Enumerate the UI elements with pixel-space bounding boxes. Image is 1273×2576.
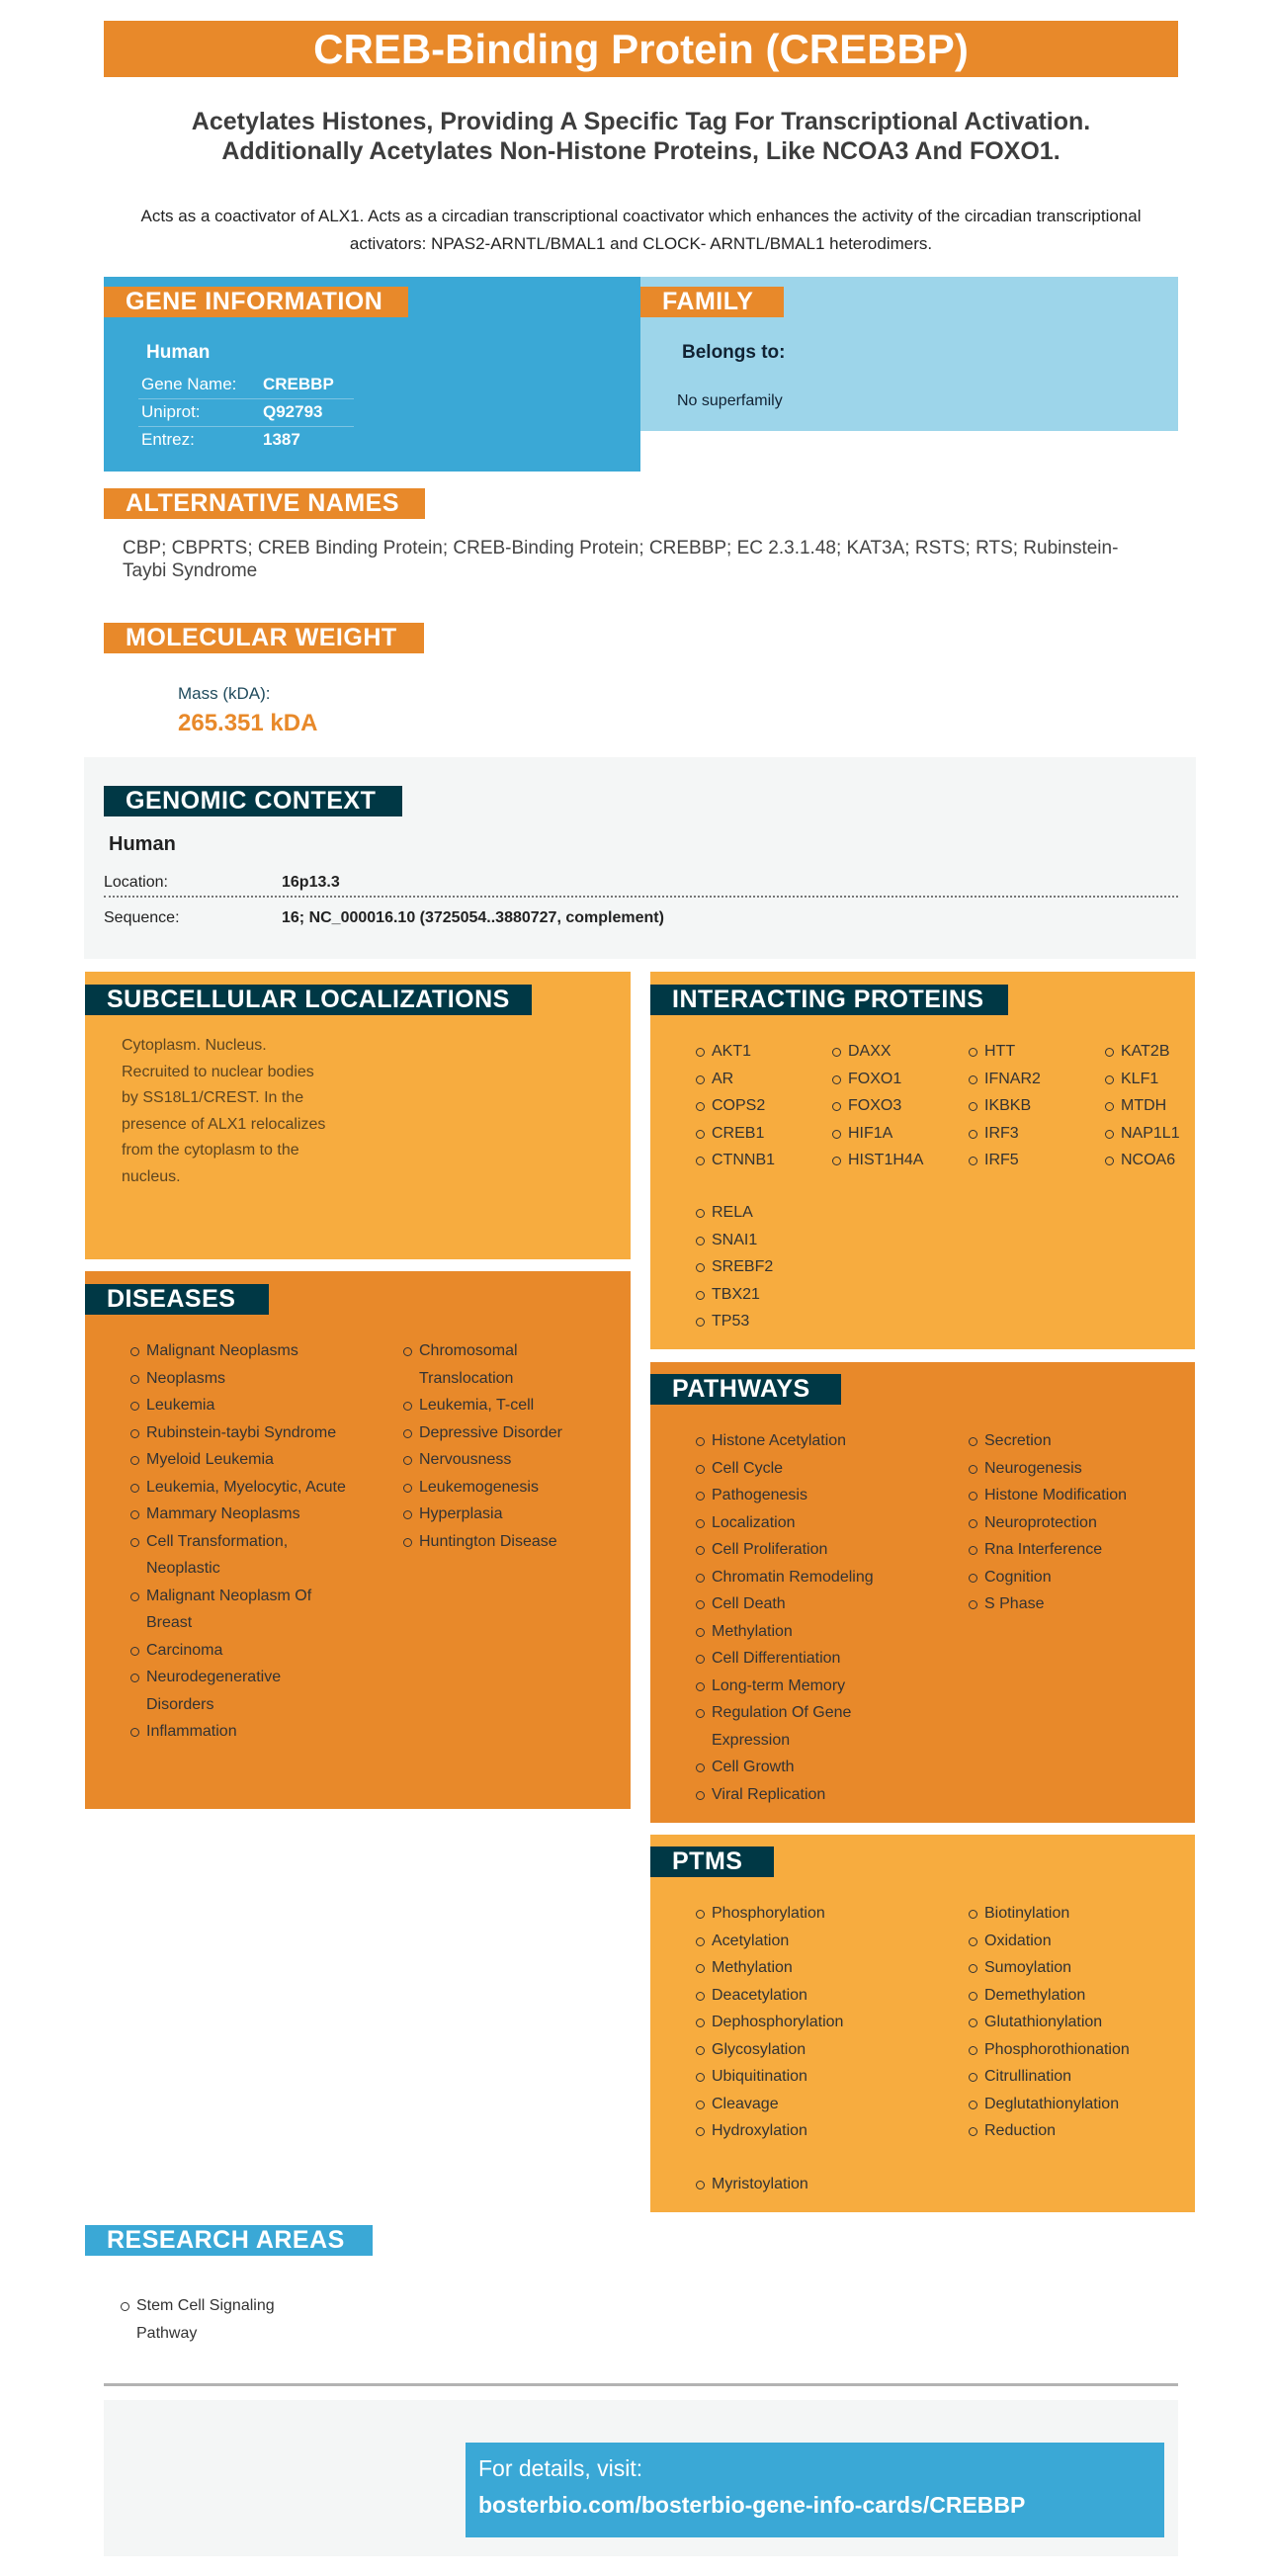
ptms-col3 [694,2171,931,2198]
list-item: NCOA6 [1103,1147,1195,1174]
list-item: FOXO3 [830,1092,964,1120]
list-item: IRF3 [967,1120,1100,1148]
list-item: FOXO1 [830,1066,964,1093]
list-item: Hyperplasia [401,1501,609,1528]
list-item: Huntington Disease [401,1528,609,1556]
list-item: Chromatin Remodeling [694,1564,921,1591]
list-item: SREBF2 [694,1253,827,1281]
list-item: Long-term Memory [694,1673,921,1700]
list-item: Biotinylation [967,1900,1189,1928]
page-title: CREB-Binding Protein (CREBBP) [104,21,1178,77]
details-url[interactable]: bosterbio.com/bosterbio-gene-info-cards/CREBBP [478,2492,1026,2518]
page-subtitle [104,107,1178,166]
footer-divider [104,2383,1178,2386]
list-item: IRF5 [967,1147,1100,1174]
subtitle-line-2: Additionally Acetylates Non-Histone Proteins, Like NCOA3 And FOXO1. [221,137,1061,165]
genomic-context-heading: GENOMIC CONTEXT [104,786,402,816]
interacting-proteins-col5 [694,1199,827,1335]
list-item: Glycosylation [694,2036,931,2064]
list-item: Nervousness [401,1446,609,1474]
ptms-col2 [967,1900,1189,2145]
list-item: Sumoylation [967,1954,1189,1982]
pathways-heading: PATHWAYS [650,1374,841,1405]
pathways-col1 [694,1427,921,1808]
mass-label: Mass (kDA): [178,684,271,703]
list-item: Cell Death [694,1590,921,1618]
location-row [104,868,1178,898]
genomic-species: Human [109,833,176,855]
ptms-heading: PTMS [650,1846,774,1877]
subtitle-line-1: Acetylates Histones, Providing A Specific Tag For Transcriptional Activation. [191,108,1091,135]
list-item: Ubiquitination [694,2063,931,2091]
list-item: Cell Differentiation [694,1645,921,1673]
list-item: Neurodegenerative Disorders [128,1664,346,1718]
research-areas-list [119,2292,316,2347]
research-areas-heading: RESEARCH AREAS [85,2225,373,2256]
list-item: Cell Growth [694,1754,921,1781]
list-item: IKBKB [967,1092,1100,1120]
details-link[interactable] [466,2443,1164,2537]
location-label: Location: [104,874,168,891]
interacting-proteins-col4 [1103,1038,1195,1174]
list-item: Neurogenesis [967,1455,1184,1483]
list-item: Leukemia [128,1392,346,1419]
list-item: CREB1 [694,1120,827,1148]
list-item: Depressive Disorder [401,1419,609,1447]
alternative-names-text: CBP; CBPRTS; CREB Binding Protein; CREB-Binding Protein; CREBBP; EC 2.3.1.48; KAT3A; RSTS; RTS; Rubinstein-Taybi Syndrome [123,538,1119,581]
list-item: Demethylation [967,1982,1189,2010]
alternative-names-heading: ALTERNATIVE NAMES [104,488,425,519]
list-item: HIF1A [830,1120,964,1148]
gene-info-key: Entrez: [141,430,195,449]
list-item: Cognition [967,1564,1184,1591]
gene-info-row [138,372,354,399]
list-item: Rna Interference [967,1536,1184,1564]
list-item: Malignant Neoplasm Of Breast [128,1583,346,1637]
gene-info-key: Gene Name: [141,375,237,393]
list-item: Cell Proliferation [694,1536,921,1564]
list-item: Viral Replication [694,1781,921,1809]
list-item: Leukemia, Myelocytic, Acute [128,1474,346,1502]
list-item: SNAI1 [694,1227,827,1254]
gene-info-row [138,399,354,427]
gene-species: Human [146,342,211,363]
list-item: TP53 [694,1308,827,1335]
list-item: Inflammation [128,1718,346,1746]
list-item: S Phase [967,1590,1184,1618]
list-item: Myristoylation [694,2171,931,2198]
list-item: Neoplasms [128,1365,346,1393]
list-item: KAT2B [1103,1038,1195,1066]
diseases-heading: DISEASES [85,1284,269,1315]
list-item: RELA [694,1199,827,1227]
list-item: Phosphorylation [694,1900,931,1928]
details-label: For details, visit: [478,2455,643,2481]
gene-info-value: Q92793 [263,402,323,421]
function-summary: Acts as a coactivator of ALX1. Acts as a circadian transcriptional coactivator which enhances the activity of the circadian transcriptional activators: NPAS2-ARNTL/BMAL1 and CLOCK- ARNTL/BMAL1 heterodimers. [140,207,1142,253]
list-item: TBX21 [694,1281,827,1309]
list-item: Pathogenesis [694,1482,921,1509]
list-item: Neuroprotection [967,1509,1184,1537]
interacting-proteins-heading: INTERACTING PROTEINS [650,985,1008,1015]
list-item: Citrullination [967,2063,1189,2091]
list-item: Malignant Neoplasms [128,1337,346,1365]
list-item: Dephosphorylation [694,2009,931,2036]
subcellular-heading: SUBCELLULAR LOCALIZATIONS [85,985,532,1015]
diseases-col1 [128,1337,346,1746]
list-item: Cell Cycle [694,1455,921,1483]
list-item: Leukemia, T-cell [401,1392,609,1419]
list-item: Deglutathionylation [967,2091,1189,2118]
list-item: Histone Modification [967,1482,1184,1509]
list-item: AKT1 [694,1038,827,1066]
list-item: Localization [694,1509,921,1537]
sequence-label: Sequence: [104,909,180,926]
list-item: Oxidation [967,1928,1189,1955]
list-item: Regulation Of Gene Expression [694,1699,921,1754]
diseases-col2 [401,1337,609,1555]
list-item: Mammary Neoplasms [128,1501,346,1528]
family-belongs-label: Belongs to: [682,342,786,363]
list-item: Leukemogenesis [401,1474,609,1502]
ptms-col1 [694,1900,931,2145]
list-item: IFNAR2 [967,1066,1100,1093]
list-item: KLF1 [1103,1066,1195,1093]
pathways-col2 [967,1427,1184,1618]
sequence-value: 16; NC_000016.10 (3725054..3880727, complement) [282,909,664,926]
gene-info-value: 1387 [263,430,300,449]
list-item: HTT [967,1038,1100,1066]
sequence-row [104,903,1178,933]
list-item: Secretion [967,1427,1184,1455]
subcellular-text: Cytoplasm. Nucleus. Recruited to nuclear bodies by SS18L1/CREST. In the presence of ALX1 relocalizes from the cytoplasm to the nucleus. [122,1037,326,1185]
list-item: Myeloid Leukemia [128,1446,346,1474]
list-item: Histone Acetylation [694,1427,921,1455]
location-value: 16p13.3 [282,874,340,891]
list-item: Glutathionylation [967,2009,1189,2036]
gene-info-row [138,427,354,455]
interacting-proteins-col1 [694,1038,827,1174]
list-item: HIST1H4A [830,1147,964,1174]
gene-info-value: CREBBP [263,375,334,393]
molecular-weight-heading: MOLECULAR WEIGHT [104,623,424,653]
family-value: No superfamily [677,392,783,409]
list-item: Carcinoma [128,1637,346,1665]
list-item: Cell Transformation, Neoplastic [128,1528,346,1583]
family-heading: FAMILY [640,287,784,317]
list-item: Cleavage [694,2091,931,2118]
list-item: AR [694,1066,827,1093]
list-item: Phosphorothionation [967,2036,1189,2064]
list-item: Methylation [694,1618,921,1646]
mass-value: 265.351 kDA [178,710,318,736]
list-item: Hydroxylation [694,2117,931,2145]
list-item: Stem Cell Signaling Pathway [119,2292,316,2347]
gene-info-key: Uniprot: [141,402,201,421]
list-item: Methylation [694,1954,931,1982]
list-item: CTNNB1 [694,1147,827,1174]
list-item: Reduction [967,2117,1189,2145]
list-item: Acetylation [694,1928,931,1955]
list-item: NAP1L1 [1103,1120,1195,1148]
interacting-proteins-col3 [967,1038,1100,1174]
gene-info-table [138,372,354,455]
list-item: Deacetylation [694,1982,931,2010]
list-item: COPS2 [694,1092,827,1120]
list-item: Chromosomal Translocation [401,1337,609,1392]
list-item: MTDH [1103,1092,1195,1120]
interacting-proteins-col2 [830,1038,964,1174]
list-item: Rubinstein-taybi Syndrome [128,1419,346,1447]
gene-information-heading: GENE INFORMATION [104,287,408,317]
list-item: DAXX [830,1038,964,1066]
